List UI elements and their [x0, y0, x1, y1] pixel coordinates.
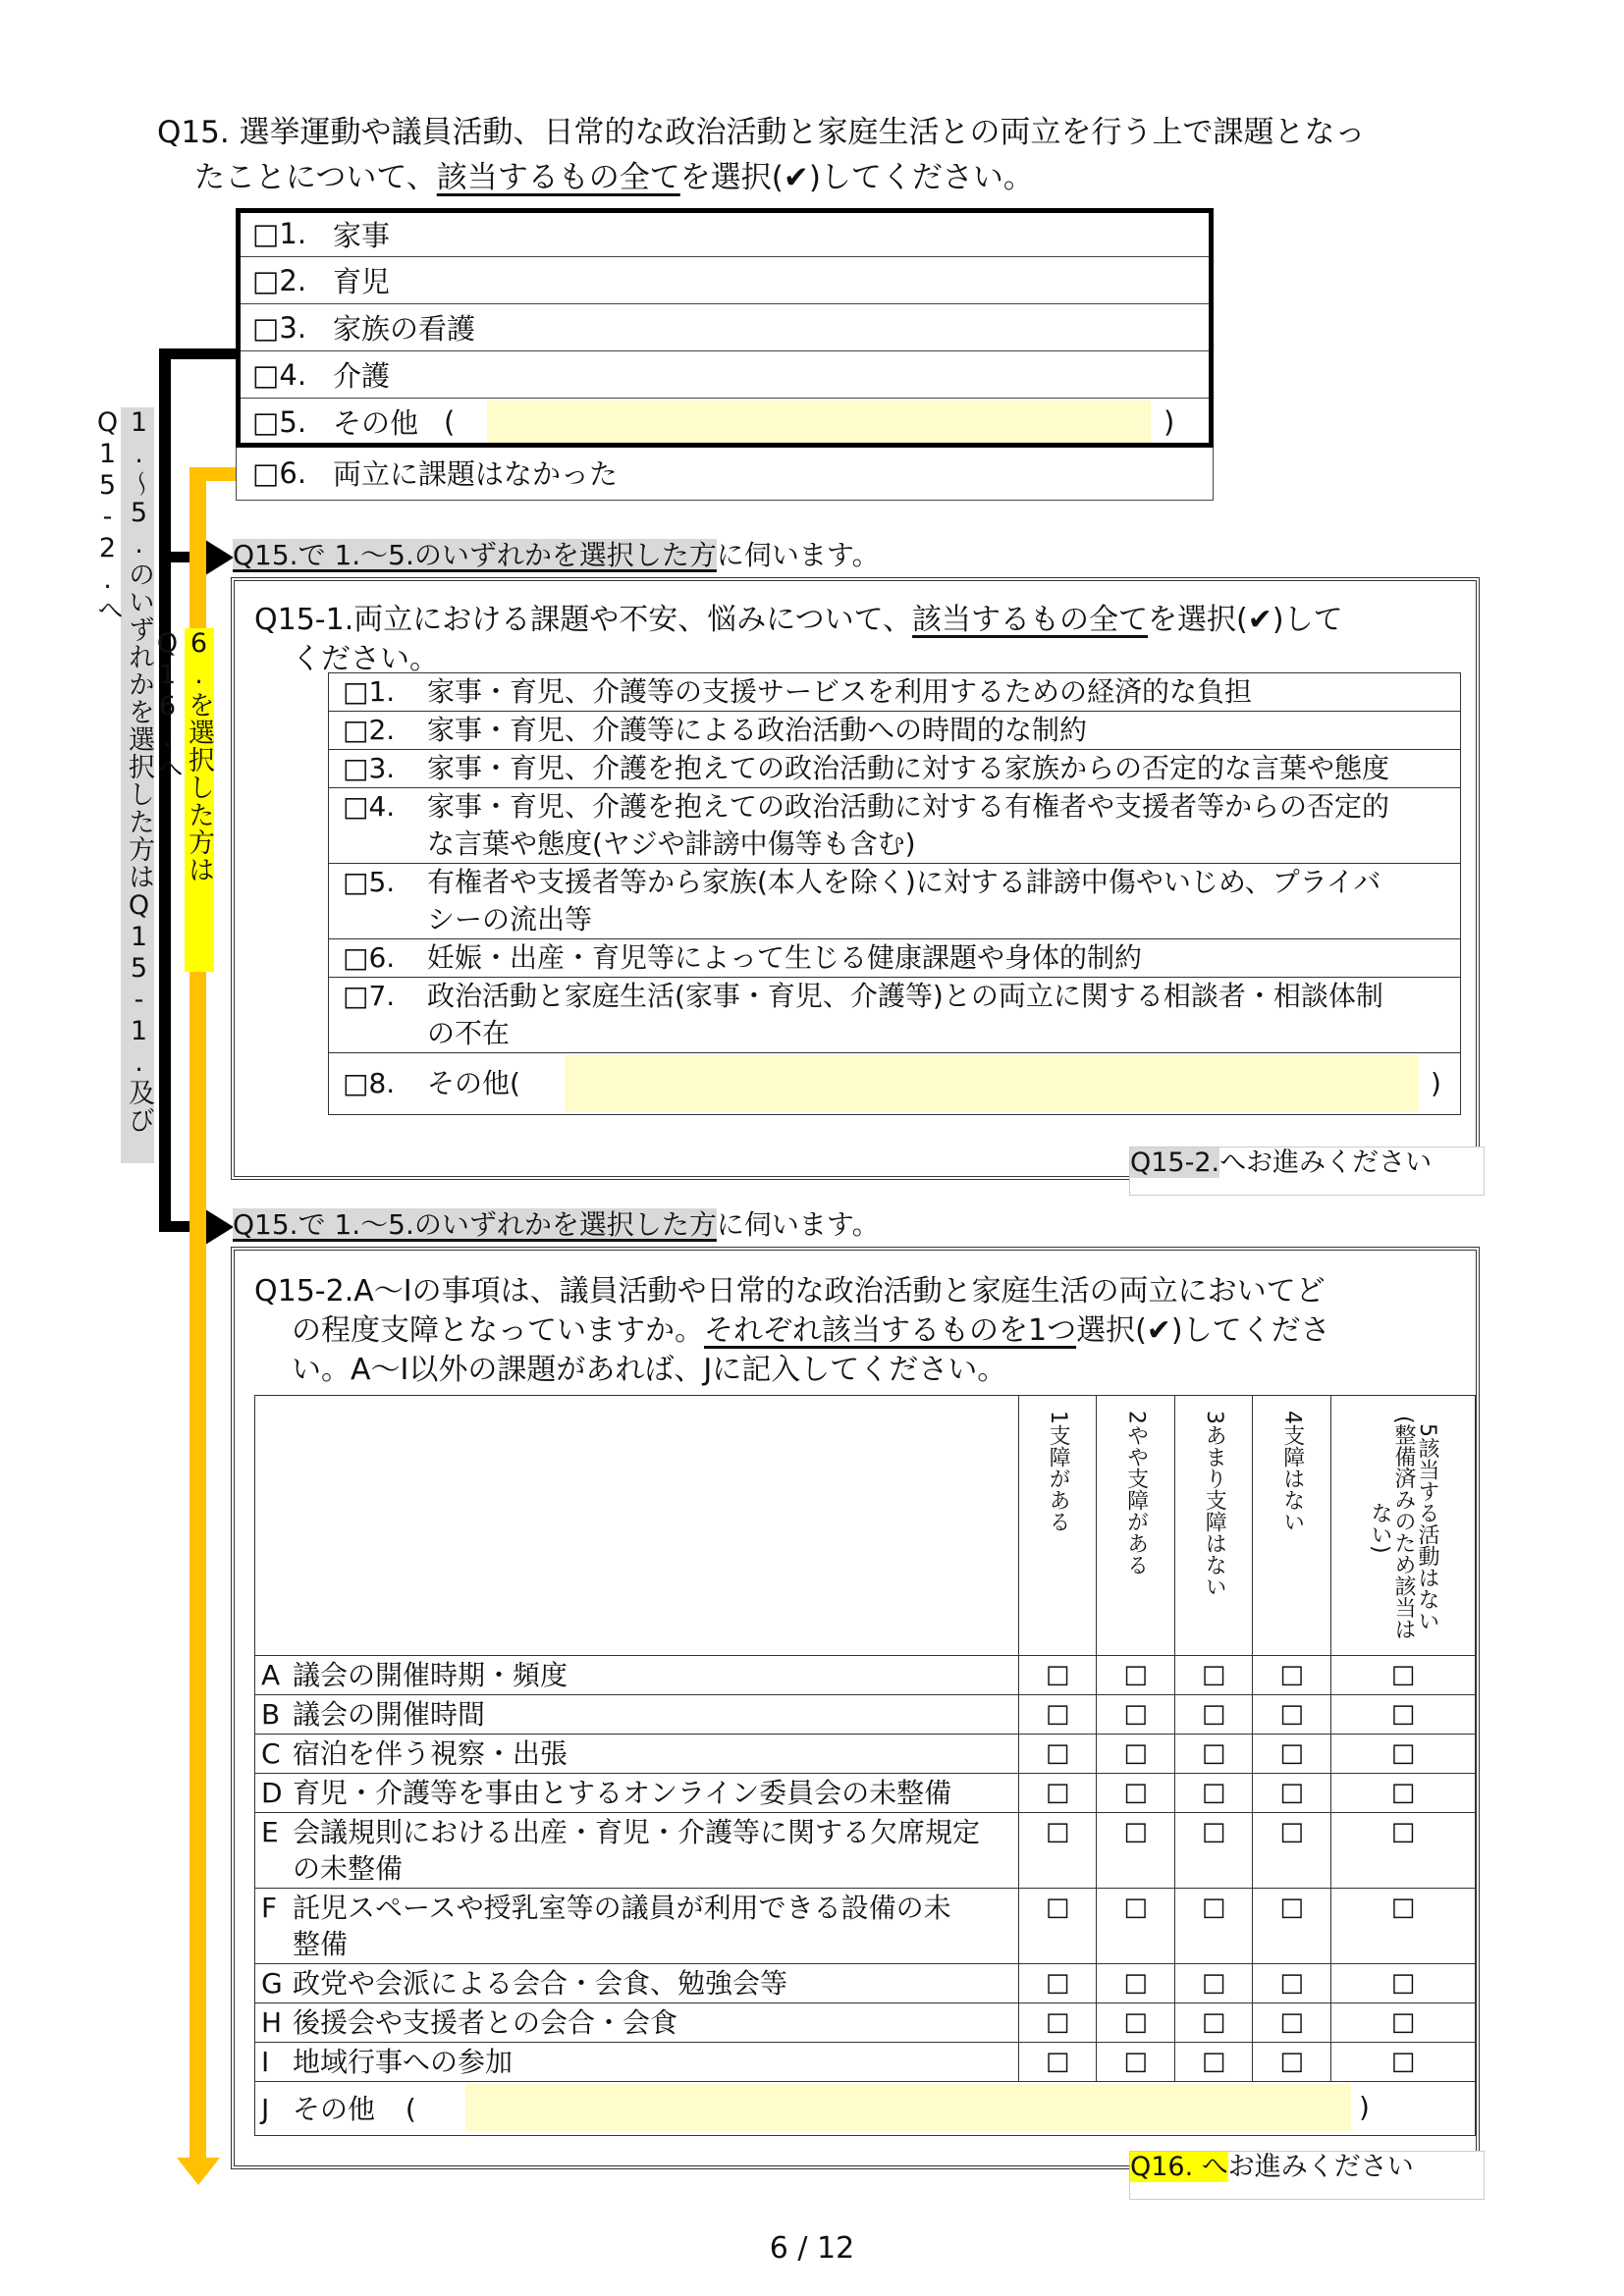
row-key: F [261, 1892, 278, 1924]
matrix-checkbox[interactable]: □ [1097, 1656, 1175, 1695]
matrix-checkbox[interactable]: □ [1018, 1774, 1097, 1813]
column-label: 3あまり支障はない [1202, 1411, 1227, 1597]
q15-options [236, 210, 1214, 501]
row-label-cont: 整備 [293, 1928, 349, 1960]
option-label-cont: シーの流出等 [427, 903, 593, 935]
column-header [1097, 1396, 1175, 1656]
matrix-checkbox[interactable]: □ [1253, 2043, 1331, 2082]
matrix-checkbox[interactable]: □ [1253, 1695, 1331, 1735]
next-q16 [1129, 2151, 1485, 2200]
checkbox[interactable]: □7. [343, 980, 396, 1012]
matrix-checkbox[interactable]: □ [1174, 2043, 1253, 2082]
q15-option-2[interactable] [236, 257, 1214, 304]
lead-rest: に伺います。 [716, 1208, 880, 1241]
matrix-checkbox[interactable]: □ [1018, 1656, 1097, 1695]
row-label: 会議規則における出産・育児・介護等に関する欠席規定 [293, 1816, 981, 1848]
paren-close: ) [1164, 404, 1175, 439]
matrix-checkbox[interactable]: □ [1097, 1964, 1175, 2003]
next-highlight: Q15-2. [1130, 1148, 1220, 1178]
option-label: 家事 [333, 218, 391, 252]
q15-option-4[interactable] [236, 351, 1214, 399]
row-label: 託児スペースや授乳室等の議員が利用できる設備の未 [293, 1892, 951, 1924]
row-label: 地域行事への参加 [293, 2046, 514, 2078]
matrix-checkbox[interactable]: □ [1097, 1889, 1175, 1964]
next-highlight: Q16. へ [1130, 2152, 1228, 2182]
row-label: 政党や会派による会合・会食、勉強会等 [293, 1967, 788, 2000]
row-label: 議会の開催時期・頻度 [293, 1659, 568, 1691]
lead-q15-1 [233, 538, 880, 573]
row-key: C [261, 1737, 281, 1770]
lead-rest: に伺います。 [716, 539, 880, 571]
column-label: 4支障はない [1279, 1411, 1305, 1532]
row-label: 議会の開催時間 [293, 1698, 486, 1731]
next-rest: お進みください [1227, 2152, 1414, 2182]
matrix-checkbox[interactable]: □ [1253, 2003, 1331, 2043]
row-label: 育児・介護等を事由とするオンライン委員会の未整備 [293, 1777, 952, 1809]
row-label-cont: の未整備 [293, 1852, 404, 1885]
row-key: Ⅰ [261, 2046, 270, 2078]
matrix-checkbox[interactable]: □ [1018, 1813, 1097, 1889]
row-key: G [261, 1967, 283, 2000]
matrix-row [255, 1695, 1476, 1735]
q15-line2-post: を選択(✔)してください。 [679, 160, 1034, 195]
matrix-checkbox[interactable]: □ [1330, 1813, 1475, 1889]
matrix-checkbox[interactable]: □ [1330, 1964, 1475, 2003]
matrix-checkbox[interactable]: □ [1174, 1695, 1253, 1735]
row-label-cell [255, 1889, 1019, 1964]
matrix-row [255, 1964, 1476, 2003]
lead-highlight: Q15.で 1.～5.のいずれかを選択した方 [233, 1208, 717, 1241]
checkbox[interactable]: □4. [252, 357, 307, 392]
matrix-row [255, 1656, 1476, 1695]
q15-option-3[interactable] [236, 304, 1214, 351]
q15-option-6[interactable] [236, 446, 1214, 501]
column-header [1174, 1396, 1253, 1656]
checkbox[interactable]: □6. [343, 941, 396, 974]
paren-close: ) [1431, 1067, 1441, 1099]
q15-2-emphasis: それぞれ該当するものを1つ [704, 1313, 1077, 1348]
option-label: 家事・育児、介護等の支援サービスを利用するための経済的な負担 [427, 675, 1253, 708]
checkbox[interactable]: □1. [343, 675, 396, 708]
q15-1-other-input[interactable] [565, 1055, 1419, 1112]
header-blank [255, 1396, 1019, 1656]
matrix-checkbox[interactable]: □ [1174, 1656, 1253, 1695]
checkbox[interactable]: □2. [252, 263, 307, 297]
q15-1-option-4[interactable] [329, 788, 1461, 864]
paren-open: ( [444, 404, 456, 439]
matrix-checkbox[interactable]: □ [1174, 1889, 1253, 1964]
matrix-checkbox[interactable]: □ [1018, 2003, 1097, 2043]
row-label-cell [255, 1656, 1019, 1695]
matrix-checkbox[interactable]: □ [1330, 1695, 1475, 1735]
q15-1-line1-pre: Q15-1.両立における課題や不安、悩みについて、 [254, 603, 913, 637]
matrix-checkbox[interactable]: □ [1253, 1735, 1331, 1774]
matrix-checkbox[interactable]: □ [1018, 1735, 1097, 1774]
q15-1-option-8[interactable] [329, 1053, 1461, 1115]
option-label: 家事・育児、介護等による政治活動への時間的な制約 [427, 714, 1088, 746]
matrix-checkbox[interactable]: □ [1330, 1774, 1475, 1813]
checkbox[interactable]: □6. [252, 455, 307, 490]
matrix-checkbox[interactable]: □ [1097, 1695, 1175, 1735]
row-key: D [261, 1777, 283, 1809]
matrix-row-other [255, 2082, 1476, 2136]
matrix-checkbox[interactable]: □ [1097, 2043, 1175, 2082]
lead-highlight: Q15.で 1.～5.のいずれかを選択した方 [233, 539, 717, 571]
flow-label-yellow: 6.を選択した方はQ16.へ [185, 628, 214, 972]
option-label: 政治活動と家庭生活(家事・育児、介護等)との両立に関する相談者・相談体制 [427, 980, 1383, 1012]
column-header [1253, 1396, 1331, 1656]
checkbox[interactable]: □8. [343, 1067, 396, 1099]
q15-1-options [328, 672, 1461, 1115]
matrix-row [255, 1774, 1476, 1813]
matrix-checkbox[interactable]: □ [1097, 2003, 1175, 2043]
q15-other-input[interactable] [487, 400, 1151, 444]
matrix-checkbox[interactable]: □ [1097, 1735, 1175, 1774]
q15-2-question [254, 1272, 1330, 1390]
q15-1-emphasis: 該当するもの全て [912, 603, 1149, 637]
matrix-header [255, 1396, 1476, 1656]
flow-label-grey: 1.～5.のいずれかを選択した方はQ15-1.及びQ15-2.へ [121, 407, 154, 1163]
row-label-cell [255, 2003, 1019, 2043]
row-key: J [261, 2092, 270, 2125]
q15-emphasis: 該当するもの全て [436, 160, 680, 195]
q15-2-line2-pre: の程度支障となっていますか。 [292, 1313, 704, 1348]
option-label: 家族の看護 [333, 312, 476, 346]
column-header [1018, 1396, 1097, 1656]
option-label: その他 [333, 406, 419, 440]
row-label-cell [255, 1774, 1019, 1813]
q15-2-matrix [254, 1395, 1476, 2136]
option-label: 介護 [333, 359, 391, 393]
matrix-checkbox[interactable]: □ [1018, 1695, 1097, 1735]
column-header [1330, 1396, 1475, 1656]
q15-1-option-7[interactable] [329, 978, 1461, 1053]
matrix-checkbox[interactable]: □ [1330, 1889, 1475, 1964]
option-label: 家事・育児、介護を抱えての政治活動に対する有権者や支援者等からの否定的 [427, 790, 1390, 823]
matrix-checkbox[interactable]: □ [1174, 2003, 1253, 2043]
matrix-checkbox[interactable]: □ [1097, 1774, 1175, 1813]
row-label-cell [255, 1813, 1019, 1889]
q15-option-5[interactable] [236, 399, 1214, 446]
matrix-row [255, 2003, 1476, 2043]
q15-option-1[interactable] [236, 210, 1214, 257]
q15-2-line2-post: 選択(✔)してくださ [1076, 1313, 1330, 1348]
row-label-cell [255, 2043, 1019, 2082]
option-label: 有権者や支援者等から家族(本人を除く)に対する誹謗中傷やいじめ、プライバ [427, 866, 1381, 898]
column-label: 2やや支障がある [1123, 1411, 1149, 1575]
arrow-right-icon [202, 538, 234, 577]
matrix-checkbox[interactable]: □ [1253, 1813, 1331, 1889]
page-number: 6 / 12 [769, 2231, 855, 2266]
q15-number: Q15. [157, 115, 230, 150]
matrix-checkbox[interactable]: □ [1330, 1735, 1475, 1774]
option-label-cont: の不在 [427, 1017, 511, 1049]
row-label-cell [255, 1735, 1019, 1774]
row-key: A [261, 1659, 281, 1691]
q15-2-other-input[interactable] [465, 2084, 1351, 2131]
q15-line1: 選挙運動や議員活動、日常的な政治活動と家庭生活との両立を行う上で課題となっ [239, 115, 1366, 150]
matrix-checkbox[interactable]: □ [1174, 1774, 1253, 1813]
column-label: 1支障がある [1046, 1411, 1071, 1532]
q15-2-line1: Q15-2.A～Ⅰの事項は、議員活動や日常的な政治活動と家庭生活の両立においてど [254, 1274, 1326, 1308]
q15-question [157, 110, 1492, 200]
next-q15-2 [1129, 1147, 1485, 1196]
matrix-checkbox[interactable]: □ [1253, 1889, 1331, 1964]
flow-line-black [159, 348, 171, 1232]
option-label: 両立に課題はなかった [333, 457, 619, 491]
matrix-checkbox[interactable]: □ [1253, 1964, 1331, 2003]
row-label: 後援会や支援者との会合・会食 [293, 2006, 678, 2039]
matrix-checkbox[interactable]: □ [1330, 1656, 1475, 1695]
column-label: 5該当する活動はない(整備済みのため該当はない) [1367, 1415, 1439, 1640]
matrix-checkbox[interactable]: □ [1253, 1656, 1331, 1695]
q15-2-line3: い。A～Ⅰ以外の課題があれば、Jに記入してください。 [292, 1353, 1007, 1387]
matrix-checkbox[interactable]: □ [1018, 2043, 1097, 2082]
q15-1-option-3[interactable] [329, 750, 1461, 788]
matrix-checkbox[interactable]: □ [1330, 2043, 1475, 2082]
matrix-checkbox[interactable]: □ [1253, 1774, 1331, 1813]
q15-line2-pre: たことについて、 [194, 160, 437, 195]
checkbox[interactable]: □5. [252, 404, 307, 439]
q15-2-box [231, 1247, 1480, 2169]
matrix-row [255, 1813, 1476, 1889]
checkbox[interactable]: □5. [343, 866, 396, 898]
q15-1-box [231, 577, 1480, 1180]
q15-1-option-6[interactable] [329, 939, 1461, 978]
matrix-row [255, 1889, 1476, 1964]
matrix-checkbox[interactable]: □ [1097, 1813, 1175, 1889]
q15-1-option-5[interactable] [329, 864, 1461, 939]
q15-1-line1-post: を選択(✔)して [1148, 603, 1343, 637]
matrix-checkbox[interactable]: □ [1174, 1813, 1253, 1889]
next-rest: へお進みください [1219, 1148, 1433, 1178]
checkbox[interactable]: □1. [252, 217, 307, 250]
row-label-cell [255, 1695, 1019, 1735]
q15-1-question [254, 601, 1343, 679]
matrix-checkbox[interactable]: □ [1018, 1889, 1097, 1964]
lead-q15-2 [233, 1207, 880, 1243]
q15-1-option-1[interactable] [329, 673, 1461, 712]
paren-close: ) [1359, 2091, 1370, 2123]
option-label: 妊娠・出産・育児等によって生じる健康課題や身体的制約 [427, 941, 1143, 974]
option-label: その他( [427, 1067, 520, 1099]
row-label: 宿泊を伴う視察・出張 [293, 1737, 568, 1770]
row-label-cell [255, 1964, 1019, 2003]
row-key: B [261, 1698, 281, 1731]
option-label: 育児 [333, 265, 391, 298]
row-label: その他 [293, 2092, 376, 2125]
checkbox[interactable]: □3. [252, 310, 307, 345]
checkbox[interactable]: □4. [343, 790, 396, 823]
checkbox[interactable]: □3. [343, 752, 396, 784]
row-key: E [261, 1816, 279, 1848]
q15-1-option-2[interactable] [329, 712, 1461, 750]
option-label: 家事・育児、介護を抱えての政治活動に対する家族からの否定的な言葉や態度 [427, 752, 1390, 784]
matrix-row [255, 2043, 1476, 2082]
arrow-right-icon [202, 1207, 234, 1247]
checkbox[interactable]: □2. [343, 714, 396, 746]
matrix-row [255, 1735, 1476, 1774]
option-label-cont: な言葉や態度(ヤジや誹謗中傷等も含む) [427, 828, 916, 860]
matrix-checkbox[interactable]: □ [1174, 1964, 1253, 2003]
matrix-checkbox[interactable]: □ [1018, 1964, 1097, 2003]
matrix-checkbox[interactable]: □ [1330, 2003, 1475, 2043]
row-key: H [261, 2006, 283, 2039]
paren-open: ( [405, 2092, 416, 2125]
other-cell [255, 2082, 1476, 2136]
q15-1-line2: ください。 [292, 642, 439, 676]
matrix-checkbox[interactable]: □ [1174, 1735, 1253, 1774]
arrow-down-icon [177, 2158, 220, 2185]
